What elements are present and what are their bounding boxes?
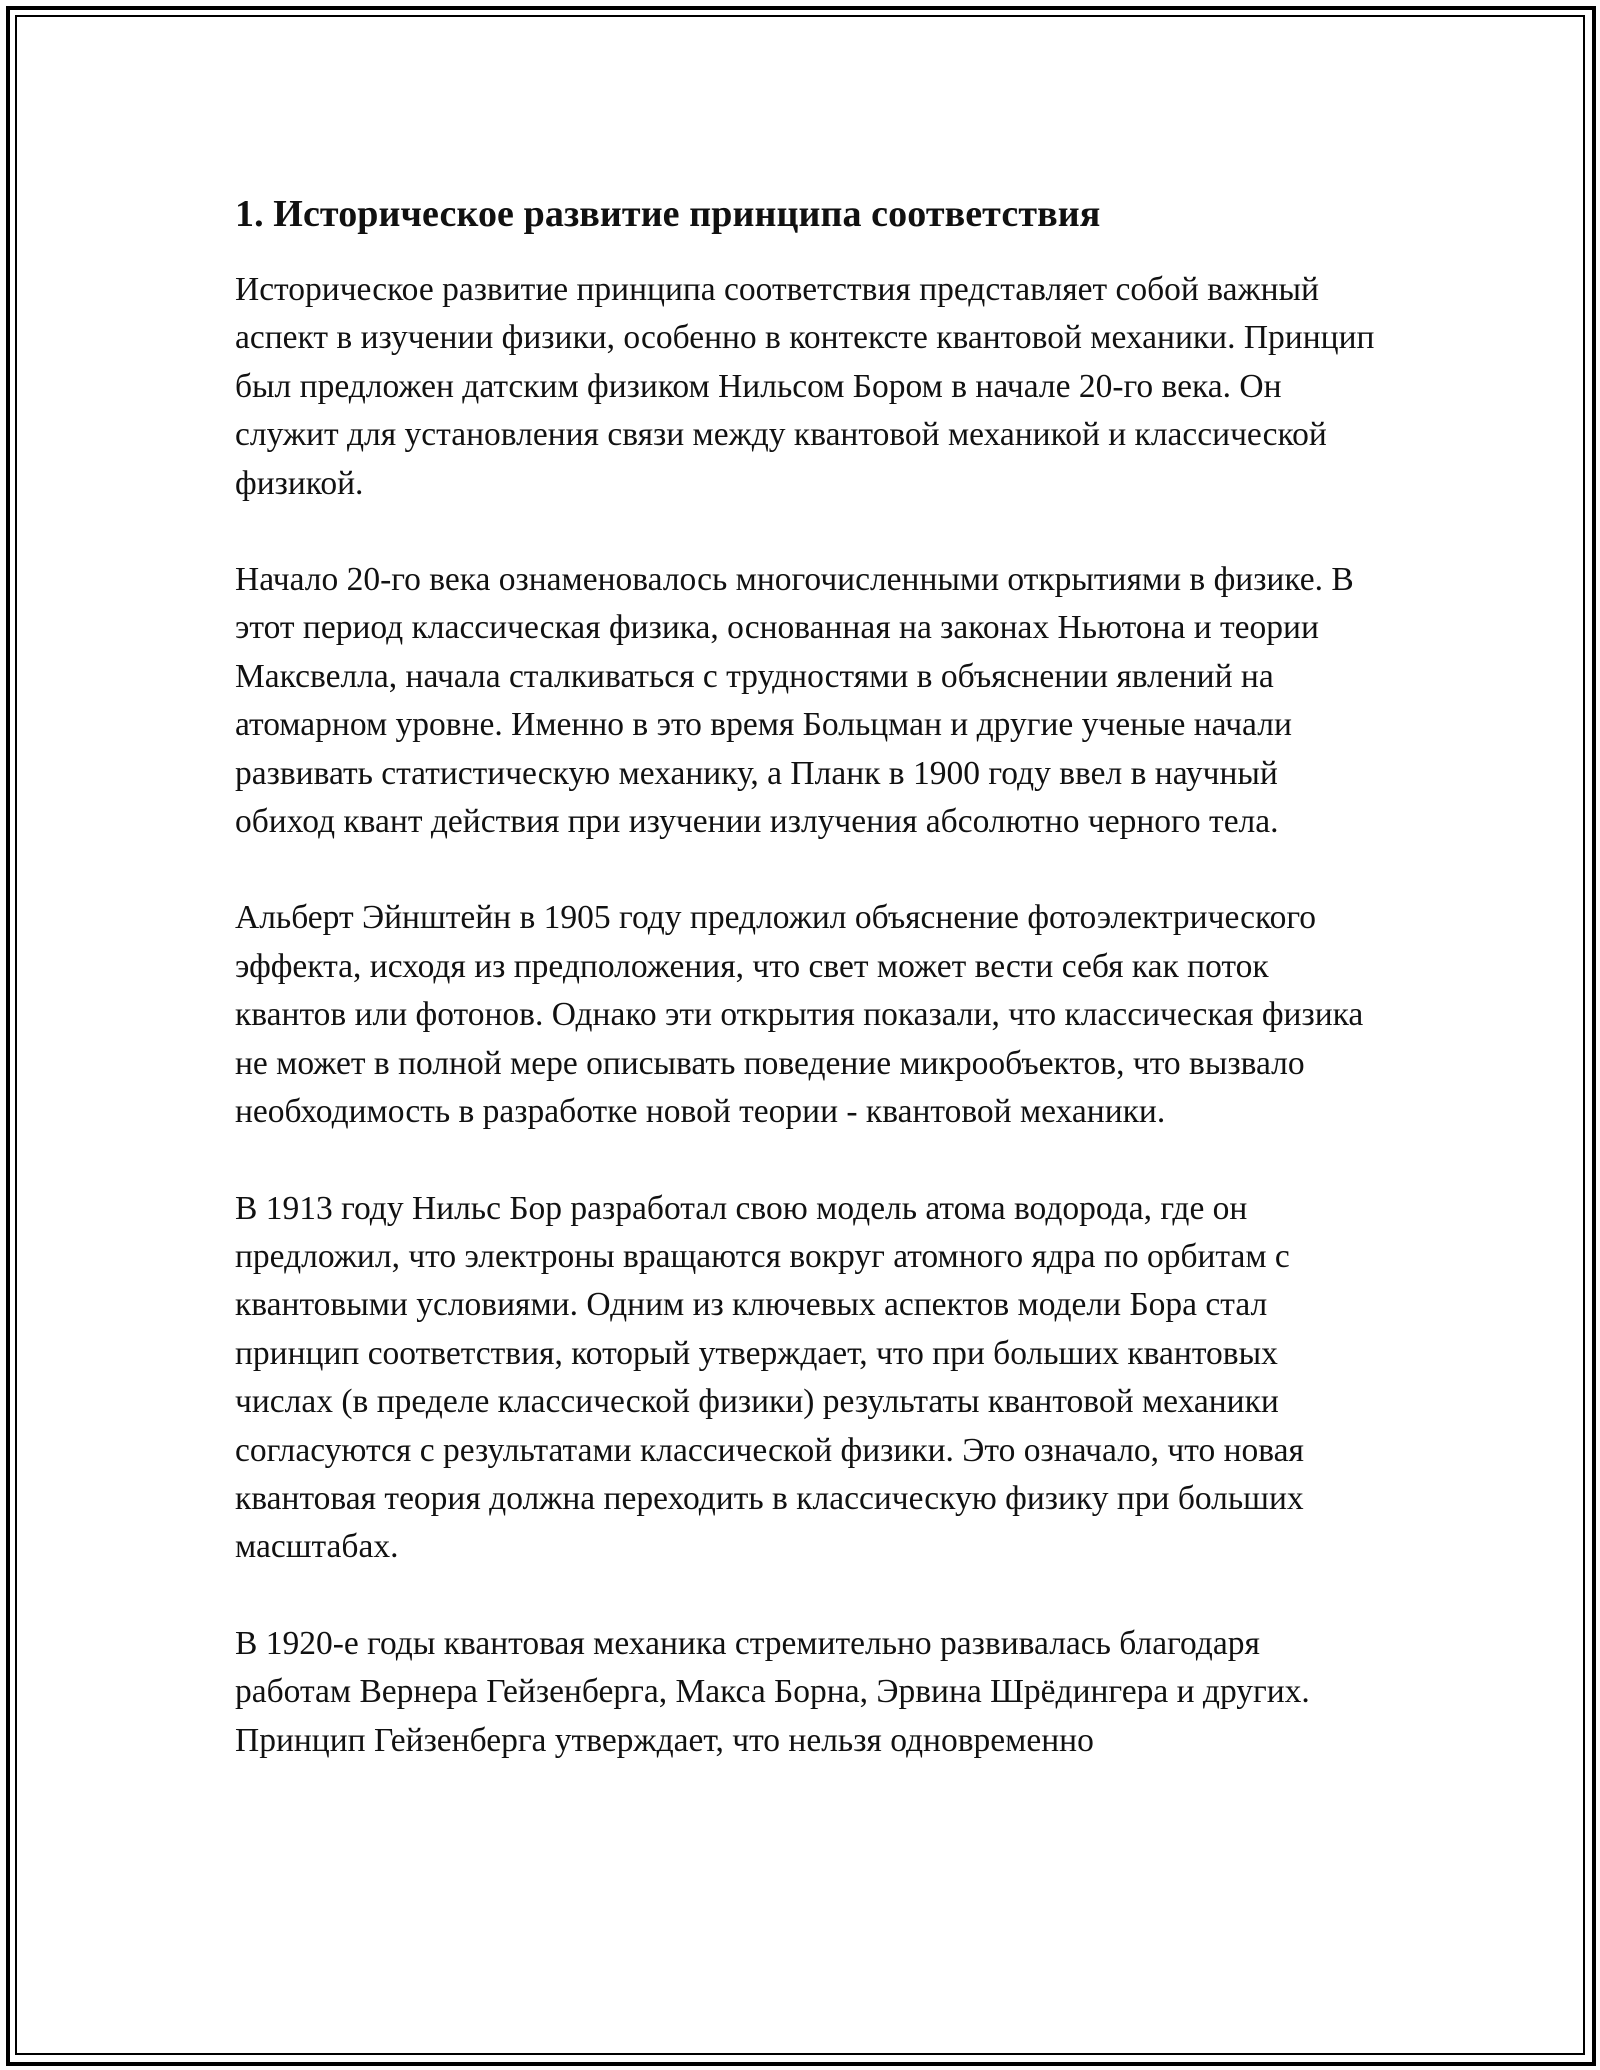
paragraph-2: Начало 20-го века ознаменовалось многочисленными открытиями в физике. В этот период классическая физика, основанная на законах Ньютона и теории Максвелла, начала сталкиваться с трудностями в объяснении явлений на атомарном уровне. Именно в это время Больцман и другие ученые начали развивать статистическую механику, а Планк в 1900 году ввел в научный обиход квант действия при изучении излучения абсолютно черного тела. — [235, 561, 1354, 841]
document-body — [235, 190, 1375, 1813]
paragraph-3: Альберт Эйнштейн в 1905 году предложил объяснение фотоэлектрического эффекта, исходя из предположения, что свет может вести себя как поток квантов или фотонов. Однако эти открытия показали, что классическая физика не может в полной мере описывать поведение микрообъектов, что вызвало необходимость в разработке новой теории - квантовой механики. — [235, 899, 1364, 1131]
paragraph-4: В 1913 году Нильс Бор разработал свою модель атома водорода, где он предложил, что электроны вращаются вокруг атомного ядра по орбитам с квантовыми условиями. Одним из ключевых аспектов модели Бора стал принцип соответствия, который утверждает, что при больших квантовых числах (в пределе классической физики) результаты квантовой механики согласуются с результатами классической физики. Это означало, что новая квантовая теория должна переходить в классическую физику при больших масштабах. — [235, 1189, 1304, 1566]
section-heading: 1. Историческое развитие принципа соответствия — [235, 193, 1101, 235]
paragraph-1: Историческое развитие принципа соответствия представляет собой важный аспект в изучении физики, особенно в контексте квантовой механики. Принцип был предложен датским физиком Нильсом Бором в начале 20-го века. Он служит для установления связи между квантовой механикой и классической физикой. — [235, 271, 1375, 502]
paragraph-5: В 1920-е годы квантовая механика стремительно развивалась благодаря работам Вернера Гейзенберга, Макса Борна, Эрвина Шрёдингера и других. Принцип Гейзенберга утверждает, что нельзя одновременно — [235, 1624, 1310, 1759]
